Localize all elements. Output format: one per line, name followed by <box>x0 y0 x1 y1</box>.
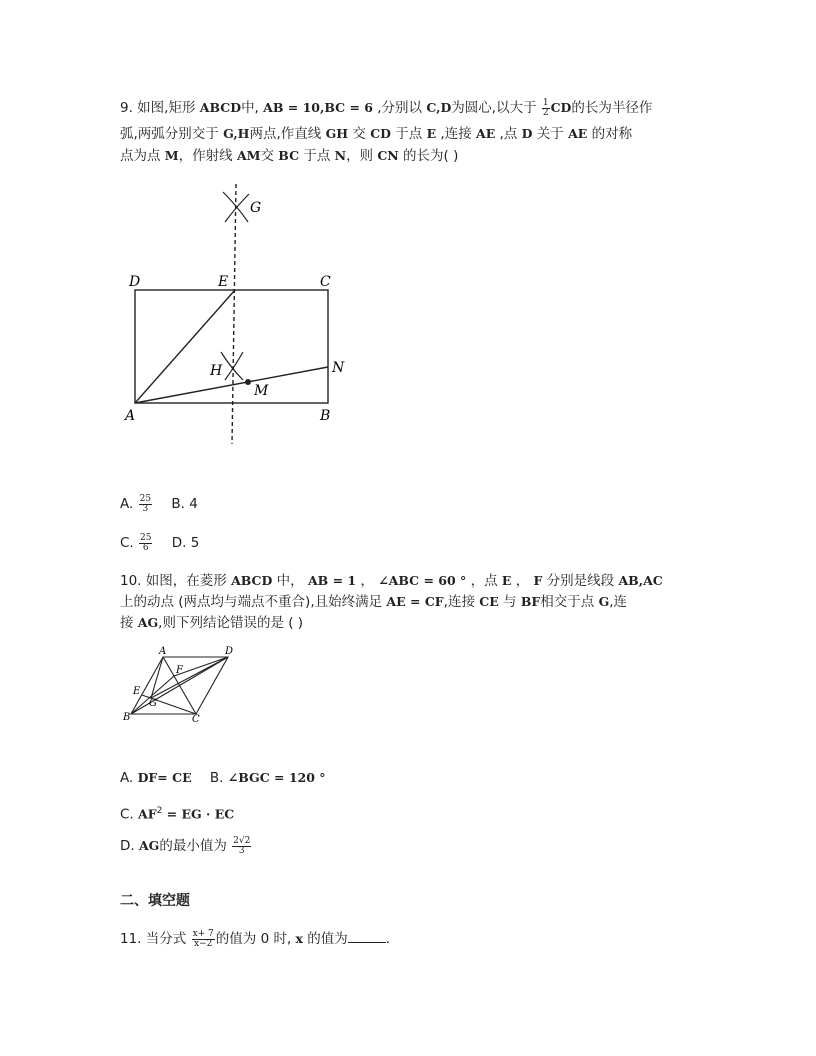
q11-text: . <box>385 931 391 947</box>
q9-math: AE <box>568 126 588 141</box>
label-e: E <box>133 686 141 697</box>
q10-text: 中， <box>276 573 304 589</box>
option-label: C. <box>120 806 134 823</box>
label-e: E <box>218 274 229 290</box>
half-fraction: $\frac{1}{2}$ <box>542 97 549 118</box>
q9-math: G,H <box>223 126 250 141</box>
label-h: H <box>210 363 223 379</box>
q10-text: 上的动点 (两点均与端点不重合),且始终满足 <box>120 594 383 610</box>
label-c: C <box>320 274 331 290</box>
option-d: D. 5 <box>171 535 200 551</box>
label-c: C <box>192 714 200 725</box>
option-a-fraction: $\frac{25}{3}$ <box>139 493 152 514</box>
q9-text: ,分别以 <box>377 100 423 116</box>
option-label: B. <box>209 770 224 786</box>
option-b: B. 4 <box>171 496 198 512</box>
q10-text: ， <box>515 573 530 589</box>
option-d-text: 的最小值为 <box>159 838 227 854</box>
q9-text: 关于 <box>536 126 564 142</box>
q10-text: ,则下列结论错误的是 ( ) <box>158 615 304 631</box>
q10-text: ,连 <box>609 594 628 610</box>
answer-blank[interactable] <box>348 928 386 943</box>
label-f: F <box>176 665 183 676</box>
q9-text: ，作射线 <box>178 148 233 164</box>
label-a: A <box>159 646 167 657</box>
q11-fraction: $\frac{x+ 7}{x-2}$ <box>192 928 214 949</box>
q10-option-a-b <box>120 768 326 788</box>
option-d-fraction: $\frac{2√2}{3}$ <box>233 835 251 856</box>
q9-math: M <box>164 148 179 163</box>
q10-rhombus-figure <box>118 643 248 728</box>
option-b-expr: ∠BGC = 120 ° <box>227 770 326 785</box>
q10-option-c <box>120 801 234 825</box>
label-d: D <box>129 274 141 290</box>
q9-rectangle-figure <box>115 180 375 450</box>
q10-option-d <box>120 836 252 856</box>
q9-text: 的长为( ) <box>403 148 459 164</box>
q9-math: CD <box>370 126 391 141</box>
q10-math: CE <box>479 594 499 609</box>
label-b: B <box>320 408 331 424</box>
q11-text: 的值为 0 时, <box>215 931 292 947</box>
q9-text: ,连接 <box>440 126 472 142</box>
q9-text: ，则 <box>346 148 374 164</box>
q9-text: 9. 如图,矩形 <box>120 100 196 116</box>
q9-text: 为圆心,以大于 <box>451 100 537 116</box>
option-d-expr: AG <box>138 838 160 853</box>
arc-h-1 <box>221 352 243 380</box>
q9-math: BC <box>278 148 300 163</box>
q9-math: C,D <box>426 100 452 115</box>
q9-line-1 <box>120 98 652 118</box>
q10-math: ABCD <box>231 573 273 588</box>
q10-text: 分别是线段 <box>546 573 615 589</box>
arc-h-2 <box>225 352 243 380</box>
q9-text: 中, <box>241 100 259 116</box>
label-b: B <box>123 712 131 723</box>
q10-line-1 <box>120 571 663 591</box>
section-title: 二、填空题 <box>120 893 190 909</box>
option-c-fraction: $\frac{25}{6}$ <box>140 532 152 553</box>
point-m <box>245 379 251 385</box>
q9-math: CN <box>377 148 399 163</box>
q9-text: ,点 <box>499 126 518 142</box>
q9-text: 点为点 <box>120 148 161 164</box>
option-label: C. <box>120 535 134 551</box>
q11-text: 的值为 <box>307 931 348 947</box>
q10-text: ，点 <box>470 573 498 589</box>
option-label: A. <box>120 496 134 512</box>
segment-ag <box>151 657 163 698</box>
q9-math: E <box>426 126 437 141</box>
option-label: D. <box>120 838 135 854</box>
q9-math: AB = 10,BC = 6 <box>263 100 373 115</box>
option-c-sup: 2 <box>156 806 163 816</box>
q10-text: 10. 如图，在菱形 <box>120 573 227 589</box>
rectangle-abcd <box>135 290 328 403</box>
q9-text: 于点 <box>395 126 423 142</box>
ray-an <box>135 367 328 403</box>
q10-math: AB,AC <box>618 573 663 588</box>
bisector-line <box>232 184 236 444</box>
q9-math: D <box>521 126 533 141</box>
q9-math: N <box>334 148 347 163</box>
q10-text: 与 <box>503 594 517 610</box>
label-d: D <box>225 646 234 657</box>
q9-text: 于点 <box>303 148 331 164</box>
q10-math: E <box>501 573 512 588</box>
label-n: N <box>332 360 345 376</box>
q10-math: G <box>598 594 610 609</box>
q10-line-2 <box>120 592 627 612</box>
q9-option-a-b <box>120 494 198 514</box>
q9-line-2 <box>120 124 632 144</box>
label-a: A <box>125 408 136 424</box>
q10-text: 接 <box>120 615 134 631</box>
q9-text: 交 <box>260 148 274 164</box>
q10-text: 相交于点 <box>540 594 595 610</box>
option-label: A. <box>120 770 134 786</box>
q11-line <box>120 928 390 949</box>
q9-option-c-d <box>120 533 199 553</box>
q10-line-3 <box>120 613 303 633</box>
q9-math: AE <box>476 126 496 141</box>
option-c-expr: = EG · EC <box>166 806 235 822</box>
q9-math: AM <box>236 148 261 163</box>
q9-line-3 <box>120 146 458 166</box>
label-g: G <box>250 200 262 216</box>
q11-math: x <box>295 931 303 946</box>
q9-text: 弧,两弧分别交于 <box>120 126 219 142</box>
label-m: M <box>254 383 269 399</box>
q10-math: AG <box>137 615 159 630</box>
q10-math: F <box>533 573 543 588</box>
q10-math: AE = CF <box>386 594 444 609</box>
option-c-expr: AF <box>138 806 157 822</box>
q9-text: 的长为半径作 <box>571 100 653 116</box>
q9-math: CD <box>550 100 572 115</box>
q10-text: ,连接 <box>443 594 475 610</box>
q9-text: 的对称 <box>591 126 633 142</box>
option-a-expr: DF= CE <box>137 770 192 785</box>
q11-text: 11. 当分式 <box>120 931 187 947</box>
q10-math: ∠ABC = 60 ° <box>378 573 467 588</box>
segment-ae <box>135 290 235 403</box>
q10-math: AB = 1 <box>307 573 357 588</box>
q9-text: 两点,作直线 <box>249 126 322 142</box>
q9-math: ABCD <box>199 100 242 115</box>
label-g: G <box>149 698 157 709</box>
q10-text: ， <box>360 573 374 589</box>
q10-math: BF <box>520 594 541 609</box>
q9-text: 交 <box>352 126 366 142</box>
q9-math: GH <box>325 126 349 141</box>
